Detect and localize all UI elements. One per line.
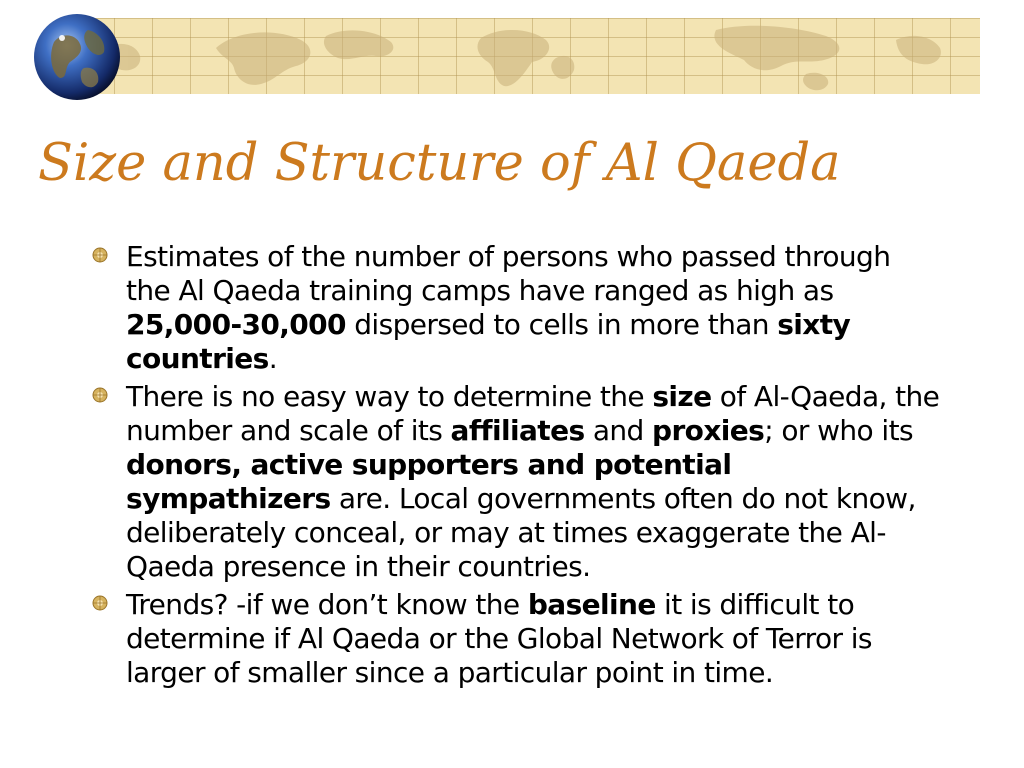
gold-circle-bullet-icon [92, 387, 108, 403]
bullet-2-bold-3: proxies [652, 414, 765, 447]
bullet-2-text-3: and [584, 414, 653, 447]
bullet-1-bold-2: sixty countries [126, 308, 851, 375]
bullet-2-text-5: are. Local governments often do not know, deliberately conceal, or may at times exaggerate the Al-Qaeda presence in their countries. [126, 482, 916, 583]
bullet-1-text-1: Estimates of the number of persons who passed through the Al Qaeda training camps have ranged as high as [126, 240, 891, 307]
gold-circle-bullet-icon [92, 247, 108, 263]
bullet-2-text-1: There is no easy way to determine the [126, 380, 653, 413]
bullet-2-bold-4: donors, active supporters and potential sympathizers [126, 448, 732, 515]
bullet-2-bold-1: size [652, 380, 712, 413]
bullet-1-bold-1: 25,000-30,000 [126, 308, 346, 341]
bullet-item-2 [92, 380, 942, 584]
world-map-banner [76, 18, 980, 94]
bullet-1-text-2: dispersed to cells in more than [345, 308, 778, 341]
bullet-item-3 [92, 588, 942, 690]
slide-title: Size and Structure of Al Qaeda [38, 134, 841, 193]
bullet-2-text-4: ; or who its [764, 414, 913, 447]
gold-circle-bullet-icon [92, 595, 108, 611]
bullet-3-bold-1: baseline [527, 588, 656, 621]
globe-icon [32, 12, 122, 102]
bullet-list [92, 240, 942, 694]
world-map-shapes [76, 18, 980, 94]
bullet-2-text-2: of Al-Qaeda, the number and scale of its [126, 380, 940, 447]
bullet-1-text-3: . [268, 342, 278, 375]
bullet-3-text-1: Trends? -if we don’t know the [126, 588, 528, 621]
bullet-item-1 [92, 240, 942, 376]
bullet-3-text-2: it is difficult to determine if Al Qaeda or the Global Network of Terror is larger of smaller since a particular point in time. [126, 588, 872, 689]
bullet-2-bold-2: affiliates [450, 414, 585, 447]
